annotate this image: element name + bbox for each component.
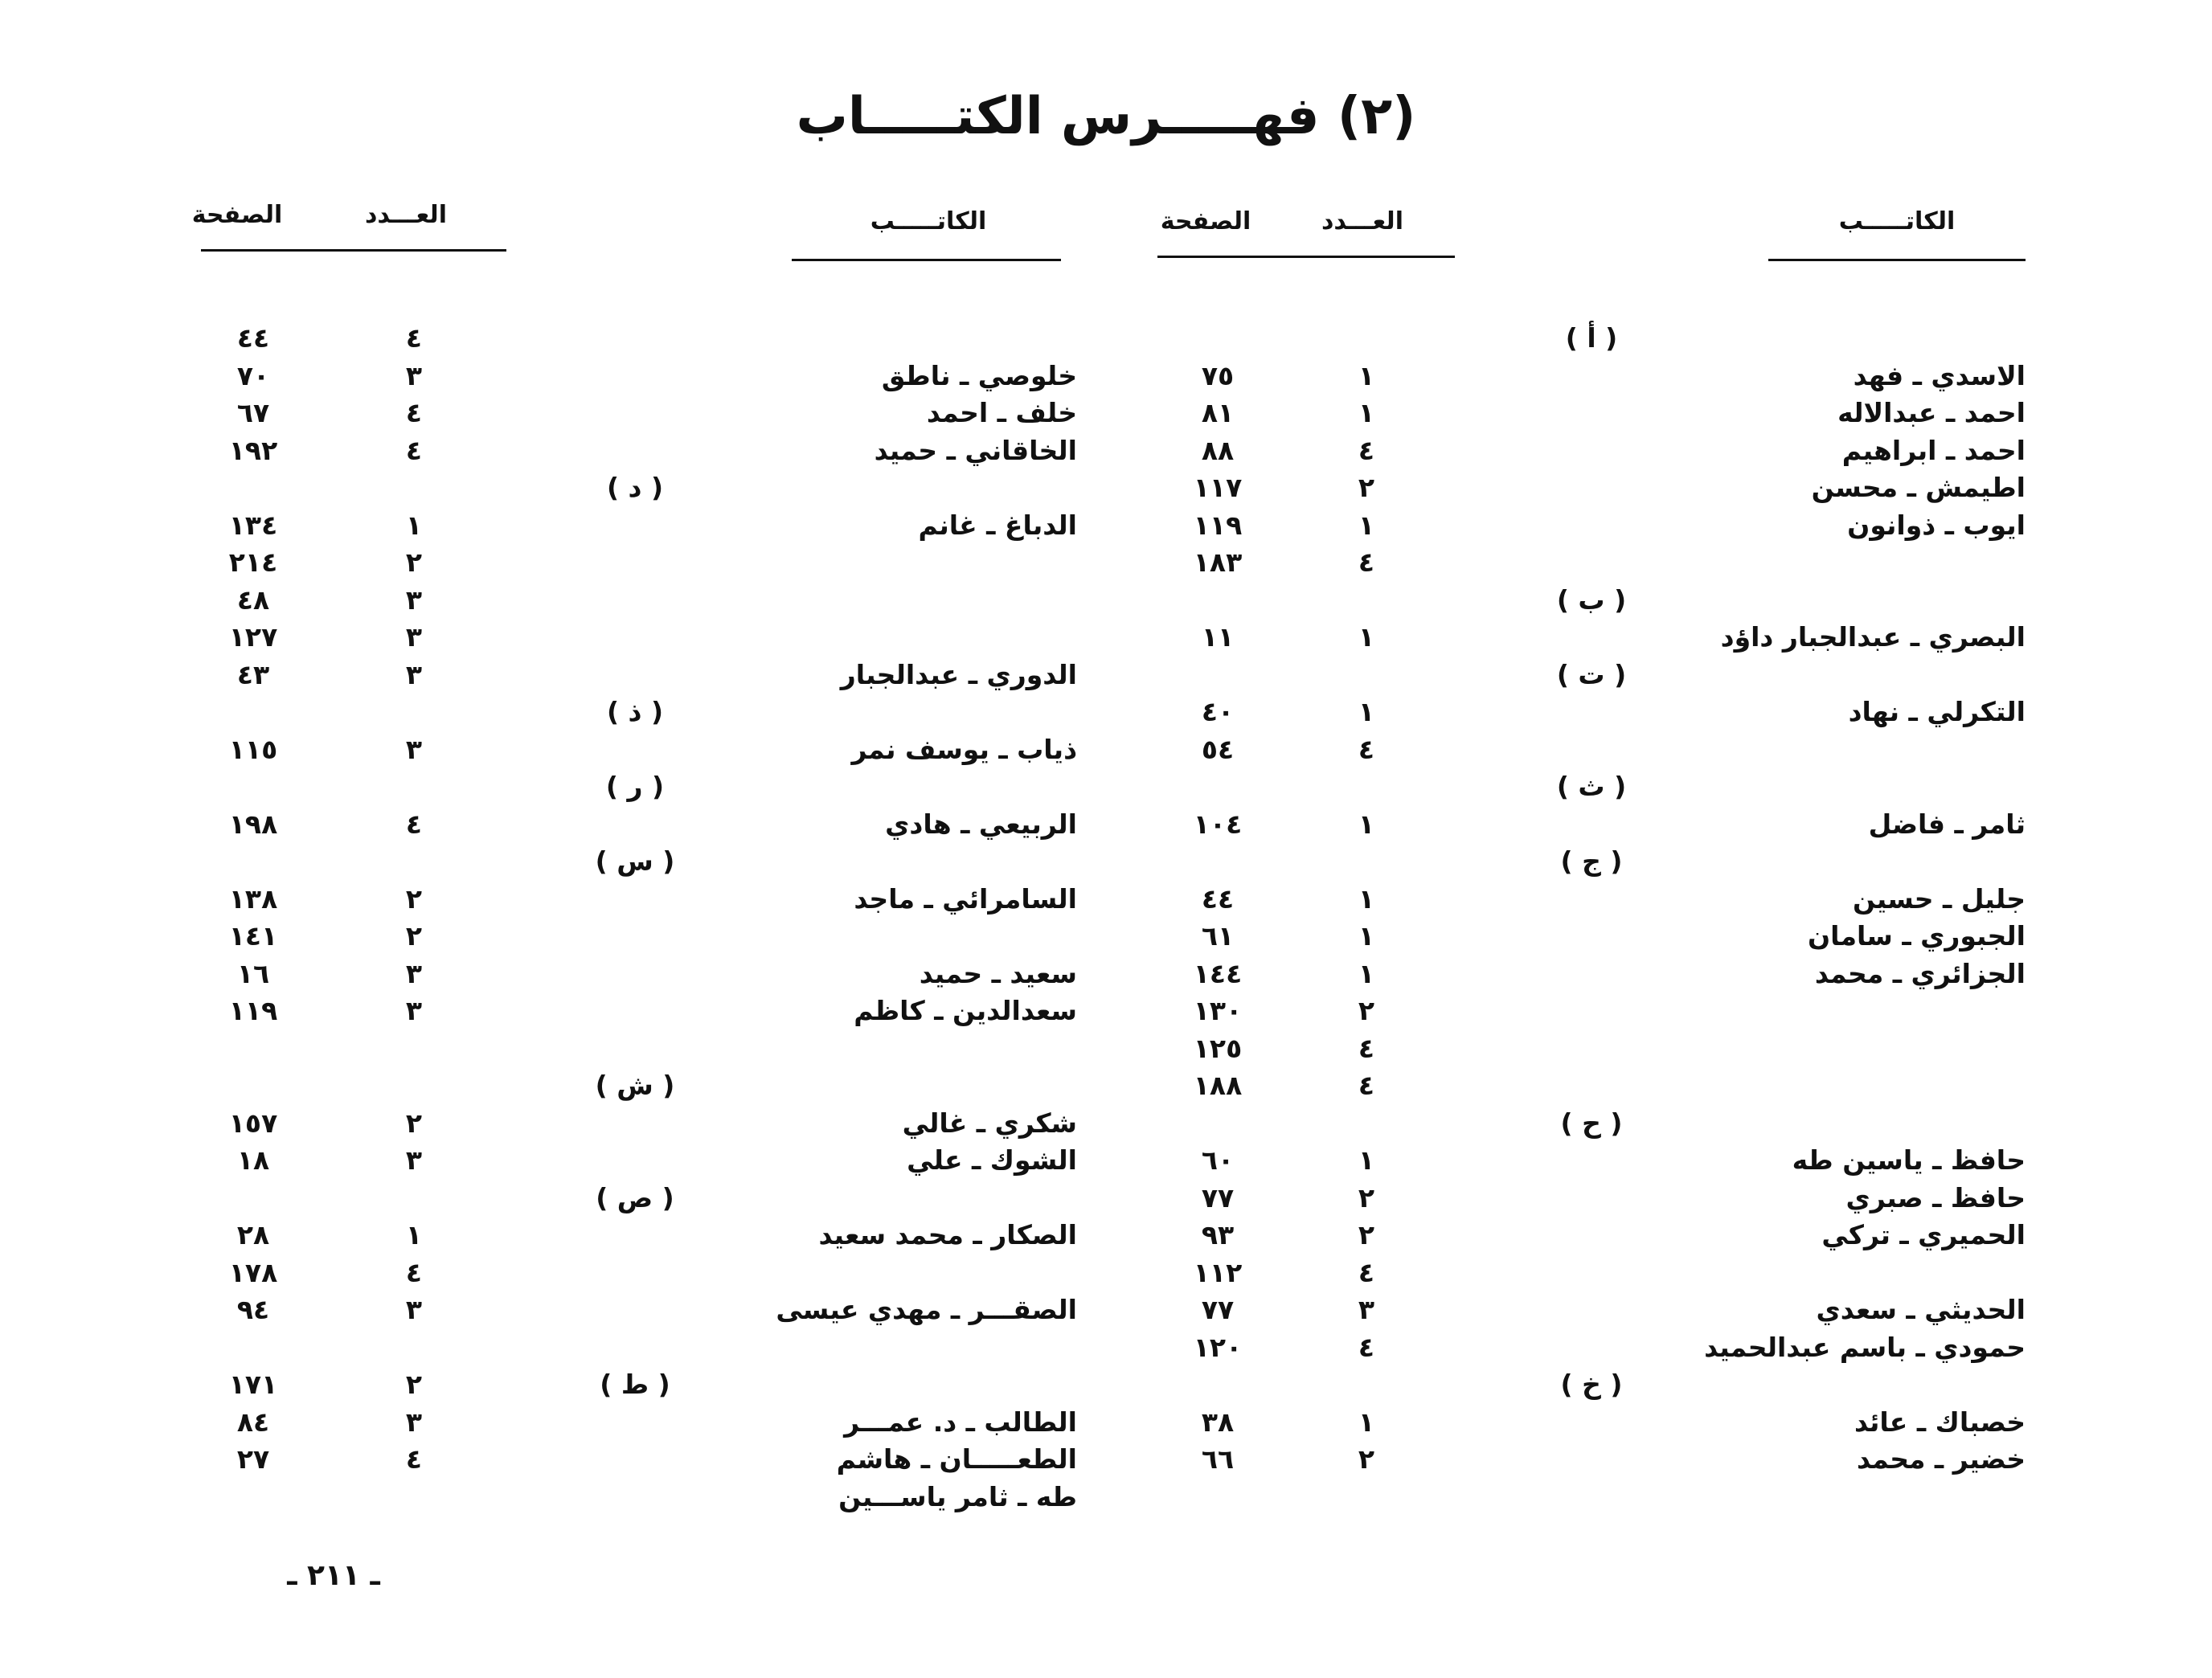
writer-name: الحديثي ـ سعدي bbox=[1816, 1294, 2026, 1325]
issue-number: ٣ bbox=[405, 995, 423, 1026]
writer-name: احمد ـ عبدالاله bbox=[1837, 397, 2026, 428]
issue-number: ٤ bbox=[1358, 1332, 1375, 1363]
issue-number: ٢ bbox=[1358, 1182, 1375, 1213]
page-number-cell: ١٩٨ bbox=[228, 808, 278, 840]
page-number-cell: ٢٧ bbox=[236, 1443, 270, 1475]
writer-name: طه ـ ثامر ياســـين bbox=[838, 1481, 1077, 1512]
issue-number: ١ bbox=[1358, 510, 1375, 541]
writer-name: خلف ـ احمد bbox=[926, 397, 1077, 428]
page-number-cell: ٦٠ bbox=[1201, 1144, 1235, 1176]
letter-heading: ( ذ ) bbox=[606, 696, 664, 727]
issue-number: ١ bbox=[405, 1219, 423, 1250]
writer-name: الطالب ـ د. عمـــر bbox=[844, 1406, 1077, 1438]
letter-heading: ( ص ) bbox=[596, 1182, 674, 1213]
issue-number: ١ bbox=[1358, 1406, 1375, 1438]
writer-name: حمودي ـ باسم عبدالحميد bbox=[1704, 1332, 2026, 1363]
page-number-cell: ٧٧ bbox=[1201, 1294, 1235, 1325]
issue-number: ٤ bbox=[405, 808, 423, 840]
issue-number: ٤ bbox=[405, 1257, 423, 1288]
page-number-cell: ٧٠ bbox=[236, 360, 270, 391]
writer-name: الحميري ـ تركي bbox=[1821, 1219, 2026, 1250]
issue-number: ٢ bbox=[405, 1107, 423, 1139]
issue-number: ١ bbox=[1358, 920, 1375, 952]
letter-heading: ( ش ) bbox=[595, 1070, 675, 1101]
letter-heading: ( ت ) bbox=[1556, 659, 1627, 690]
page-number-cell: ١٥٧ bbox=[228, 1107, 278, 1139]
writer-name: ايوب ـ ذوانون bbox=[1847, 510, 2026, 541]
page-number-cell: ٤٨ bbox=[236, 584, 270, 616]
issue-number: ١ bbox=[1358, 696, 1375, 727]
issue-number: ٤ bbox=[1358, 1257, 1375, 1288]
page-number-cell: ٤٣ bbox=[236, 659, 270, 690]
issue-number: ٣ bbox=[405, 1144, 423, 1176]
page-number-cell: ٦٦ bbox=[1201, 1443, 1235, 1475]
page-number-cell: ١٤٤ bbox=[1193, 958, 1243, 989]
writer-name: الدوري ـ عبدالجبار bbox=[840, 659, 1077, 690]
issue-number: ٣ bbox=[405, 958, 423, 989]
writer-name: الشوك ـ علي bbox=[907, 1144, 1077, 1176]
page-number-cell: ١١٩ bbox=[228, 995, 278, 1026]
issue-number: ٢ bbox=[1358, 1443, 1375, 1475]
issue-number: ٤ bbox=[1358, 546, 1375, 578]
issue-number: ٣ bbox=[405, 1294, 423, 1325]
letter-heading: ( ر ) bbox=[605, 771, 665, 802]
page-number-cell: ١١٥ bbox=[228, 734, 278, 765]
issue-number: ٤ bbox=[1358, 1033, 1375, 1064]
header-left-page: الصفحة bbox=[191, 201, 283, 229]
page-number-cell: ٤٤ bbox=[236, 322, 270, 354]
letter-heading: ( أ ) bbox=[1565, 322, 1618, 354]
writer-name: الخاقاني ـ حميد bbox=[874, 435, 1077, 466]
page-number-cell: ١١٩ bbox=[1193, 510, 1243, 541]
issue-number: ٣ bbox=[405, 621, 423, 653]
page-number-cell: ٩٤ bbox=[236, 1294, 270, 1325]
page-number-cell: ١١٢ bbox=[1193, 1257, 1243, 1288]
issue-number: ٣ bbox=[405, 584, 423, 616]
writer-name: جليل ـ حسين bbox=[1853, 883, 2026, 915]
letter-heading: ( ح ) bbox=[1560, 1107, 1623, 1139]
writer-name: سعدالدين ـ كاظم bbox=[854, 995, 1077, 1026]
writer-name: الاسدي ـ فهد bbox=[1853, 360, 2026, 391]
writer-name: الدباغ ـ غانم bbox=[918, 510, 1077, 541]
issue-number: ٣ bbox=[405, 734, 423, 765]
issue-number: ٣ bbox=[405, 1406, 423, 1438]
letter-heading: ( خ ) bbox=[1560, 1369, 1623, 1400]
letter-heading: ( د ) bbox=[606, 472, 664, 503]
page-number-cell: ٣٨ bbox=[1201, 1406, 1235, 1438]
writer-name: سعيد ـ حميد bbox=[919, 958, 1077, 989]
header-middle-writer-rule bbox=[792, 259, 1061, 261]
page-number-cell: ٥٤ bbox=[1201, 734, 1235, 765]
page-number-cell: ٦٧ bbox=[236, 397, 270, 428]
header-right-page: الصفحة bbox=[1160, 207, 1251, 235]
issue-number: ٤ bbox=[405, 1443, 423, 1475]
issue-number: ٣ bbox=[405, 360, 423, 391]
issue-number: ٤ bbox=[1358, 435, 1375, 466]
writer-name: حافظ ـ صبري bbox=[1845, 1182, 2026, 1213]
page-number-cell: ٢٨ bbox=[236, 1219, 270, 1250]
writer-name: حافظ ـ ياسين طه bbox=[1792, 1144, 2026, 1176]
writer-name: السامرائي ـ ماجد bbox=[854, 883, 1077, 915]
page-number-cell: ١٤١ bbox=[228, 920, 278, 952]
writer-name: ذياب ـ يوسف نمر bbox=[851, 734, 1077, 765]
page-number-cell: ١٣٨ bbox=[228, 883, 278, 915]
writer-name: خصباك ـ عائد bbox=[1854, 1406, 2026, 1438]
page-number-cell: ٨١ bbox=[1201, 397, 1235, 428]
writer-name: الصقـــر ـ مهدي عيسى bbox=[776, 1294, 1077, 1325]
page-number-cell: ٩٣ bbox=[1201, 1219, 1235, 1250]
page-number-cell: ١٢٧ bbox=[228, 621, 278, 653]
page-number-cell: ٨٨ bbox=[1201, 435, 1235, 466]
issue-number: ١ bbox=[1358, 397, 1375, 428]
issue-number: ١ bbox=[1358, 958, 1375, 989]
page-number-cell: ١٠٤ bbox=[1193, 808, 1243, 840]
page-number-cell: ١٣٠ bbox=[1193, 995, 1243, 1026]
page-number-cell: ١٨٣ bbox=[1193, 546, 1243, 578]
page-number-cell: ١٧٨ bbox=[228, 1257, 278, 1288]
letter-heading: ( س ) bbox=[595, 845, 675, 877]
page-number-cell: ١٨٨ bbox=[1193, 1070, 1243, 1101]
issue-number: ١ bbox=[1358, 360, 1375, 391]
issue-number: ٢ bbox=[1358, 472, 1375, 503]
letter-heading: ( ث ) bbox=[1556, 771, 1627, 802]
page-number-cell: ٧٧ bbox=[1201, 1182, 1235, 1213]
writer-name: ثامر ـ فاضل bbox=[1868, 808, 2026, 840]
writer-name: خضير ـ محمد bbox=[1857, 1443, 2026, 1475]
page-number-cell: ٧٥ bbox=[1201, 360, 1235, 391]
writer-name: البصري ـ عبدالجبار داؤد bbox=[1720, 621, 2026, 653]
header-right-writer-rule bbox=[1768, 259, 2026, 261]
issue-number: ١ bbox=[1358, 1144, 1375, 1176]
writer-name: الربيعي ـ هادي bbox=[885, 808, 1077, 840]
issue-number: ٤ bbox=[405, 435, 423, 466]
page-number-cell: ١١ bbox=[1201, 621, 1235, 653]
writer-name: احمد ـ ابراهيم bbox=[1841, 435, 2026, 466]
header-right-writer: الكاتـــــب bbox=[1838, 207, 1956, 235]
issue-number: ٢ bbox=[1358, 995, 1375, 1026]
issue-number: ٢ bbox=[1358, 1219, 1375, 1250]
issue-number: ٢ bbox=[405, 920, 423, 952]
page-number: ـ ٢١١ ـ bbox=[287, 1559, 380, 1592]
page-number-cell: ١١٧ bbox=[1193, 472, 1243, 503]
issue-number: ١ bbox=[1358, 621, 1375, 653]
page-number-cell: ١٨ bbox=[236, 1144, 270, 1176]
writer-name: خلوصي ـ ناطق bbox=[881, 360, 1077, 391]
issue-number: ٢ bbox=[405, 1369, 423, 1400]
issue-number: ٤ bbox=[1358, 1070, 1375, 1101]
letter-heading: ( ط ) bbox=[600, 1369, 670, 1400]
writer-name: الصكار ـ محمد سعيد bbox=[818, 1219, 1077, 1250]
header-right-numbers-rule bbox=[1157, 256, 1455, 258]
issue-number: ٢ bbox=[405, 883, 423, 915]
writer-name: الجزائري ـ محمد bbox=[1814, 958, 2026, 989]
page-number-cell: ١٩٢ bbox=[228, 435, 278, 466]
issue-number: ١ bbox=[1358, 883, 1375, 915]
page-number-cell: ٦١ bbox=[1201, 920, 1235, 952]
page-number-cell: ٤٤ bbox=[1201, 883, 1235, 915]
writer-name: اطيمش ـ محسن bbox=[1811, 472, 2026, 503]
page-number-cell: ٢١٤ bbox=[228, 546, 278, 578]
page-number-cell: ١٢٠ bbox=[1193, 1332, 1243, 1363]
issue-number: ١ bbox=[1358, 808, 1375, 840]
page-number-cell: ٨٤ bbox=[236, 1406, 270, 1438]
issue-number: ٢ bbox=[405, 546, 423, 578]
issue-number: ٣ bbox=[405, 659, 423, 690]
page-number-cell: ١٣٤ bbox=[228, 510, 278, 541]
header-left-issue: العـــدد bbox=[365, 201, 447, 229]
page-number-cell: ١٦ bbox=[236, 958, 270, 989]
page-number-cell: ٤٠ bbox=[1201, 696, 1235, 727]
writer-name: التكرلي ـ نهاد bbox=[1848, 696, 2026, 727]
page-number-cell: ١٢٥ bbox=[1193, 1033, 1243, 1064]
header-right-issue: العـــدد bbox=[1321, 207, 1403, 235]
writer-name: الجبوري ـ سامان bbox=[1808, 920, 2026, 952]
letter-heading: ( ب ) bbox=[1556, 584, 1627, 616]
writer-name: شكري ـ غالي bbox=[902, 1107, 1077, 1139]
header-left-numbers-rule bbox=[201, 249, 506, 252]
issue-number: ٤ bbox=[405, 397, 423, 428]
page-number-cell: ١٧١ bbox=[228, 1369, 278, 1400]
issue-number: ١ bbox=[405, 510, 423, 541]
letter-heading: ( ج ) bbox=[1560, 845, 1623, 877]
header-middle-writer: الكاتـــــب bbox=[870, 207, 987, 235]
issue-number: ٤ bbox=[405, 322, 423, 354]
page-title: (٢) فهـــــرس الكتـــــاب bbox=[796, 87, 1416, 146]
issue-number: ٣ bbox=[1358, 1294, 1375, 1325]
issue-number: ٤ bbox=[1358, 734, 1375, 765]
writer-name: الطعـــــان ـ هاشم bbox=[836, 1443, 1077, 1475]
